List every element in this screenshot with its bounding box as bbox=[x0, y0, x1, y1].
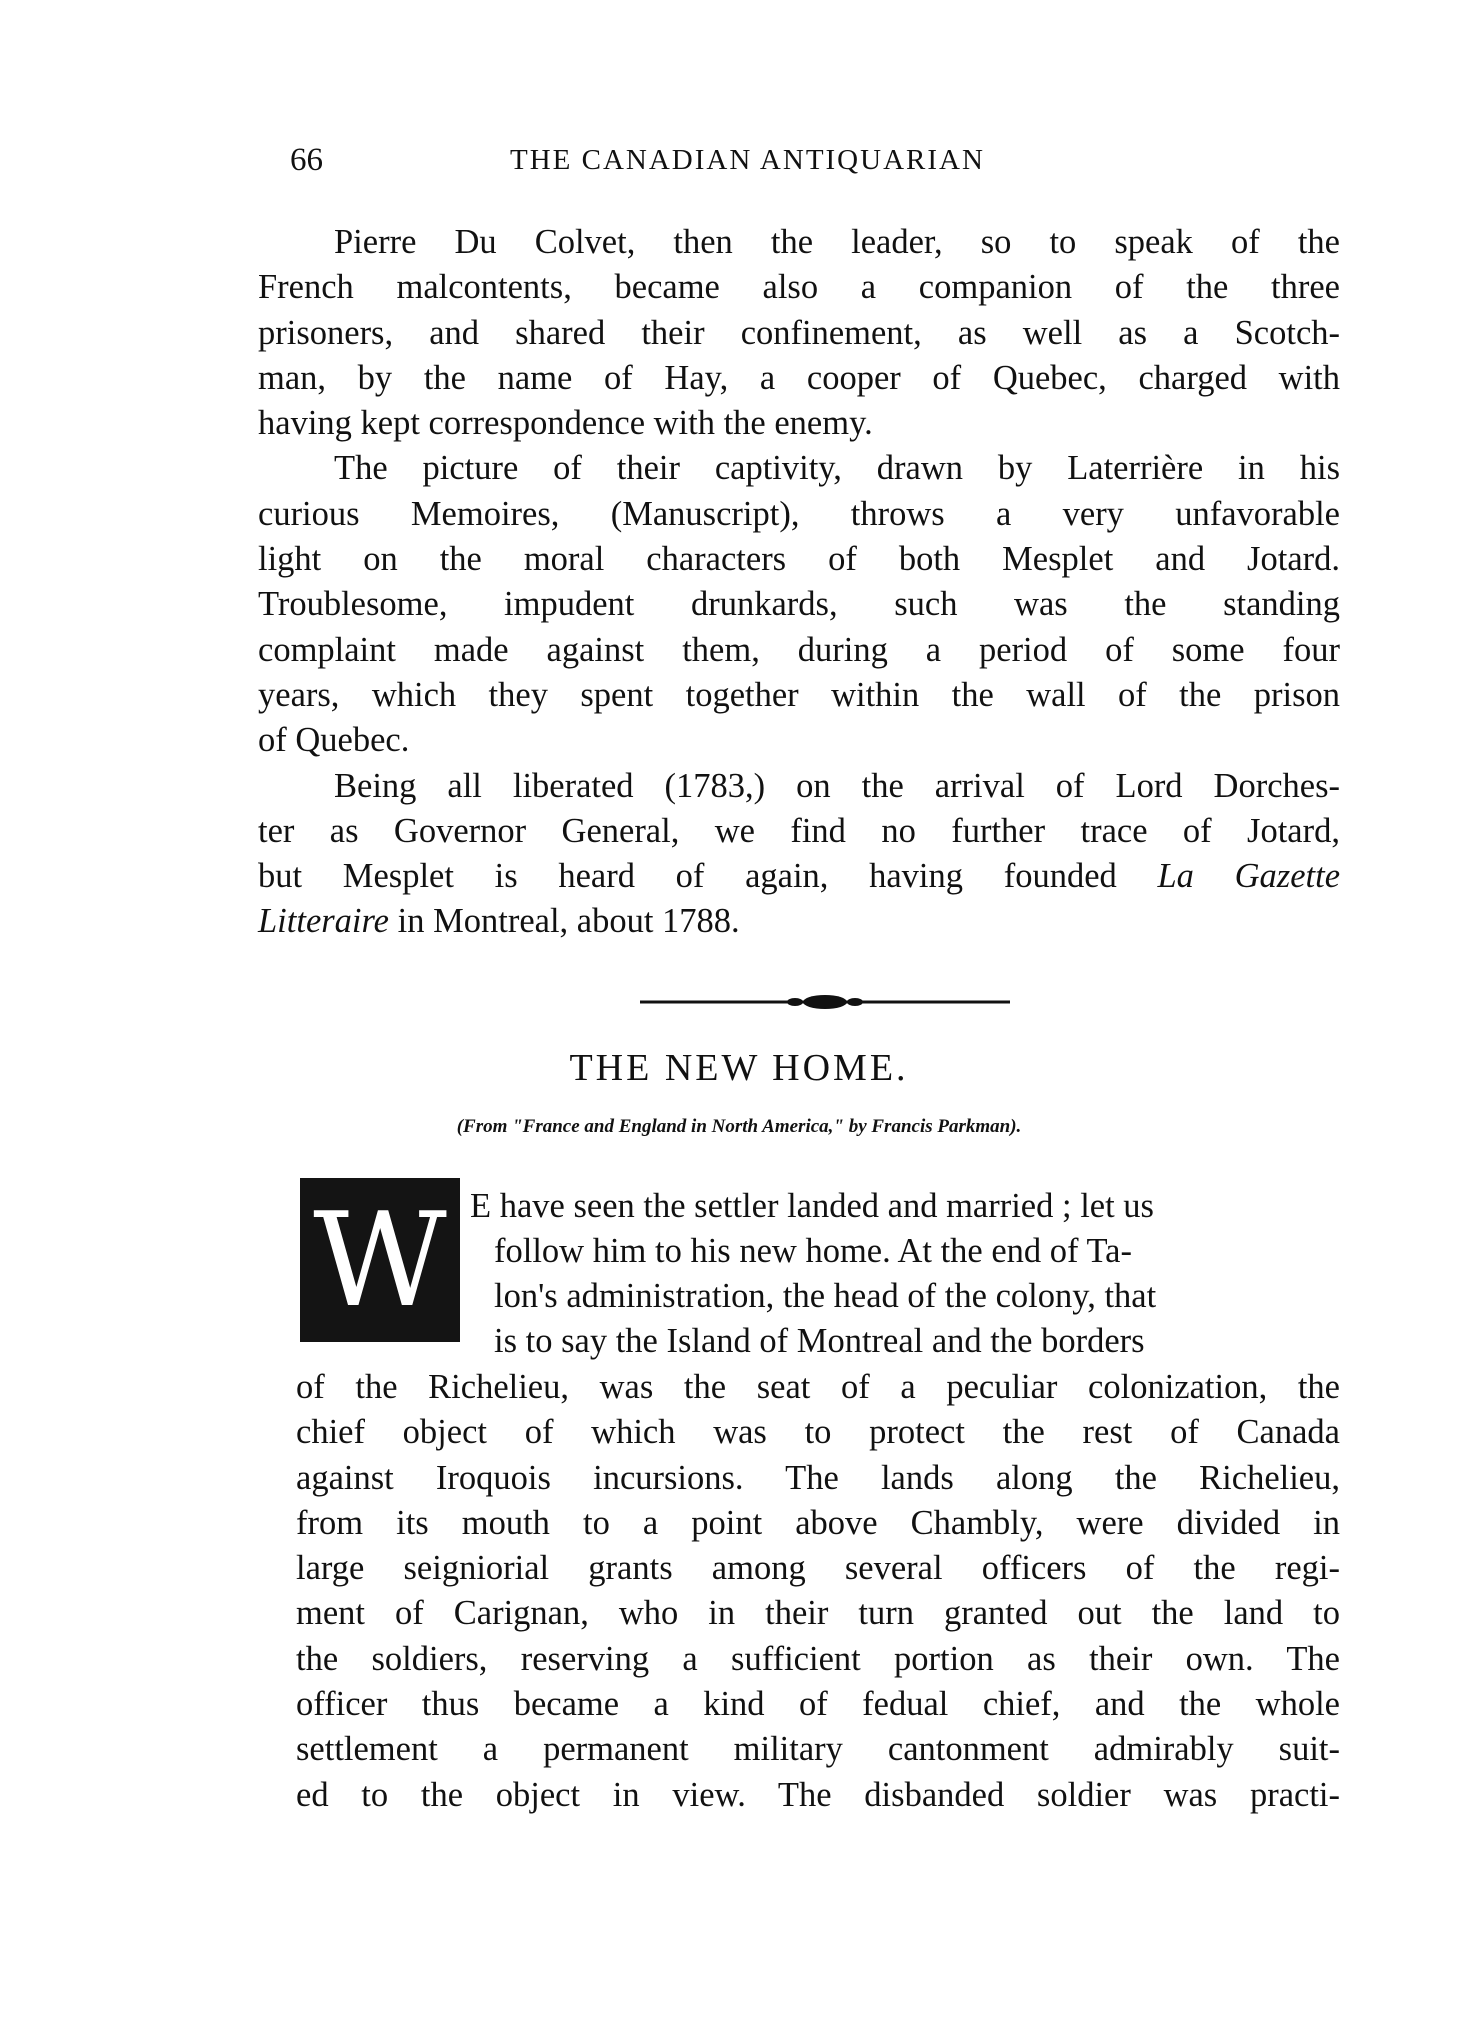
paragraph-2 bbox=[258, 446, 1340, 763]
drop-cap-line-4: is to say the Island of Montreal and the borders bbox=[494, 1322, 1145, 1360]
drop-cap-line-2: follow him to his new home. At the end of Ta- bbox=[494, 1232, 1132, 1270]
text-line: large seigniorial grants among several officers of the regi- bbox=[296, 1549, 1340, 1588]
text-run: in Montreal, about 1788. bbox=[397, 902, 740, 941]
section-title: THE NEW HOME. bbox=[569, 1047, 909, 1089]
text-line: French malcontents, became also a companion of the three bbox=[258, 268, 1340, 307]
drop-cap-line-1: E have seen the settler landed and married ; let us bbox=[470, 1187, 1154, 1225]
text-line: prisoners, and shared their confinement, as well as a Scotch- bbox=[258, 313, 1340, 352]
ornamental-drop-cap: W bbox=[300, 1178, 460, 1342]
text-line-with-italic bbox=[258, 854, 1341, 899]
text-line: ment of Carignan, who in their turn granted out the land to bbox=[296, 1594, 1340, 1633]
text-line: of Quebec. bbox=[258, 721, 410, 760]
text-line: Troublesome, impudent drunkards, such was the standing bbox=[258, 585, 1340, 624]
text-run: but Mesplet is heard of again, having founded bbox=[258, 857, 1117, 896]
source-attribution: (From "France and England in North America," by Francis Parkman). bbox=[456, 1116, 1022, 1137]
page-number: 66 bbox=[290, 142, 323, 178]
paragraph-1 bbox=[258, 220, 1340, 446]
text-line: complaint made against them, during a period of some four bbox=[258, 630, 1340, 669]
drop-cap-line-3: lon's administration, the head of the colony, that bbox=[494, 1277, 1157, 1315]
text-line: officer thus became a kind of fedual chief, and the whole bbox=[296, 1685, 1340, 1724]
text-line: light on the moral characters of both Mesplet and Jotard. bbox=[258, 540, 1340, 579]
text-line: against Iroquois incursions. The lands along the Richelieu, bbox=[296, 1458, 1340, 1497]
text-line: ter as Governor General, we find no further trace of Jotard, bbox=[258, 811, 1340, 850]
text-line-with-italic bbox=[258, 899, 1340, 944]
text-line: Being all liberated (1783,) on the arrival of Lord Dorches- bbox=[334, 766, 1340, 805]
text-line: The picture of their captivity, drawn by Laterrière in his bbox=[334, 449, 1340, 488]
text-line: Pierre Du Colvet, then the leader, so to speak of the bbox=[334, 223, 1340, 261]
article-body bbox=[296, 1365, 1340, 1818]
text-line: from its mouth to a point above Chambly, were divided in bbox=[296, 1503, 1340, 1542]
text-line: having kept correspondence with the enemy. bbox=[258, 404, 873, 443]
journal-title-italic: Litteraire bbox=[258, 902, 389, 941]
text-line: years, which they spent together within the wall of the prison bbox=[258, 675, 1340, 714]
running-head bbox=[290, 142, 1090, 182]
text-line: of the Richelieu, was the seat of a peculiar colonization, the bbox=[296, 1368, 1340, 1406]
article-continuation bbox=[258, 220, 1341, 945]
text-line: chief object of which was to protect the rest of Canada bbox=[296, 1413, 1340, 1452]
text-line: man, by the name of Hay, a cooper of Quebec, charged with bbox=[258, 358, 1340, 397]
journal-title-italic: La Gazette bbox=[1157, 857, 1341, 896]
text-line: settlement a permanent military cantonment admirably suit- bbox=[296, 1730, 1340, 1769]
text-line: curious Memoires, (Manuscript), throws a very unfavorable bbox=[258, 494, 1340, 533]
text-line: the soldiers, reserving a sufficient portion as their own. The bbox=[296, 1639, 1340, 1678]
section-divider-ornament bbox=[640, 990, 1010, 1014]
running-title: THE CANADIAN ANTIQUARIAN bbox=[510, 144, 985, 176]
paragraph-3 bbox=[258, 764, 1341, 945]
text-line: ed to the object in view. The disbanded soldier was practi- bbox=[296, 1775, 1340, 1814]
